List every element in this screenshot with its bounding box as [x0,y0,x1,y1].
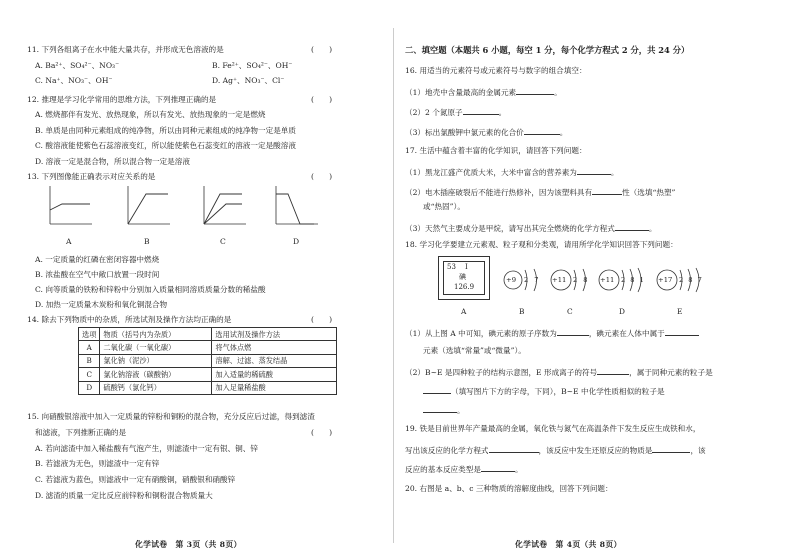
atomic-number: 53 [447,263,456,271]
q13-option-a: A. 一定质量的红磷在密闭容器中燃烧 [35,255,160,264]
figure-a-label: A [461,307,467,316]
atom-d-shells: 2 8 1 [621,276,646,284]
q13-graph-a-label: A [66,237,72,246]
q19-line-1: 19. 铁是目前世界年产量最高的金属，氧化铁与氮气在高温条件下发生反应生成铁和水， [405,424,701,433]
q14-stem: 14. 除去下列物质中的杂质，所选试剂及操作方法均正确的是 [27,315,232,324]
atom-e-shells: 2 8 7 [679,276,704,284]
q17-part-1: （1）黑龙江盛产优质大米，大米中富含的营养素为 。 [405,168,619,177]
q18-part-2-continued: （填写图片下方的字母，下同），B~E 中化学性质相似的粒子是 [423,385,665,396]
q11-option-a: A. Ba²⁺、SO₄²⁻、NO₃⁻ [35,61,120,70]
q12-stem: 12. 推理是学习化学常用的思维方法，下列推理正确的是 [27,95,217,104]
q13-graph-c-label: C [220,237,226,246]
q12-option-c: C. 酸溶液能使紫色石蕊溶液变红，所以能使紫色石蕊变红的溶液一定是酸溶液 [35,141,296,150]
table-cell: 硫酸钙（氯化钙） [100,381,212,394]
q18-part-2: （2）B~E 是四种粒子的结构示意图，E 形成离子的符号 ，属于同种元素的粒子是 [405,368,713,377]
q18-stem: 18. 学习化学要建立元素观、粒子观和分类观，请用所学化学知识回答下列问题： [405,240,678,249]
q13-option-c: C. 向等质量的铁粉和锌粉中分别加入质量相同溶质质量分数的稀盐酸 [35,285,266,294]
q17-part-2: （2）电木插座破裂后不能进行热修补，因为该塑料具有 性（选填“热塑” [405,188,676,197]
table-cell: 二氧化碳（一氧化碳） [100,341,212,354]
q15-option-c: C. 若滤液为蓝色，则滤液中一定有硝酸铜，硝酸银和硝酸锌 [35,475,236,484]
q13-graph-d-label: D [293,237,300,246]
q17-part-3: （3）天然气主要成分是甲烷，请写出其完全燃烧的化学方程式 。 [405,224,657,233]
element-symbol: I [465,263,468,271]
atomic-mass: 126.9 [454,283,475,291]
q13-graph-b-label: B [144,237,150,246]
q16-part-3: （3）标出氯酸钾中氯元素的化合价 。 [405,128,568,137]
table-header-row [79,328,337,341]
atom-d-nucleus: +11 [600,276,615,284]
table-header-cell: 选项 [79,328,100,341]
q13-option-d: D. 加热一定质量木炭粉和氧化铜混合物 [35,300,168,309]
q14-table [78,327,337,395]
table-cell: D [79,381,100,394]
atom-b-shells: 2 7 [524,276,541,284]
atom-c-nucleus: +11 [552,276,567,284]
page-4-column-lower [397,0,794,560]
table-cell: A [79,341,100,354]
q13-graph-b [120,184,172,230]
atom-c-shells: 2 8 [573,276,590,284]
q12-option-d: D. 溶液一定是混合物，所以混合物一定是溶液 [35,157,190,166]
figure-c-label: C [567,307,573,316]
table-cell: 将气体点燃 [212,341,337,354]
q16-part-1: （1）地壳中含量最高的金属元素 。 [405,88,562,97]
q11-bracket: ( ) [311,45,333,54]
q13-option-b: B. 浓盐酸在空气中敞口放置一段时间 [35,270,160,279]
q11-option-d: D. Ag⁺、NO₃⁻、Cl⁻ [212,76,285,85]
table-cell: 氯化钠（泥沙） [100,354,212,367]
figure-e-label: E [677,307,683,316]
q18-part-2-end: 。 [423,404,465,415]
q15-stem-continued: 和滤液，下列推断正确的是 [35,428,127,437]
q14-bracket: ( ) [311,315,333,324]
q16-stem: 16. 用适当的元素符号或元素符号与数字的组合填空： [405,66,587,75]
q13-bracket: ( ) [311,172,333,181]
page-3-footer: 化学试卷 第 3页（共 8页） [135,540,242,549]
figure-d-label: D [619,307,625,316]
table-row [79,354,337,367]
table-cell: C [79,368,100,381]
element-name: 碘 [459,273,466,281]
atom-e-nucleus: +17 [658,276,673,284]
table-cell: 加入适量的稀硫酸 [212,368,337,381]
q15-bracket: ( ) [311,428,333,437]
table-cell: 氯化钠溶液（碳酸钠） [100,368,212,381]
q15-option-b: B. 若滤液为无色，则滤渣中一定有锌 [35,459,160,468]
q20-stem: 20. 右图是 a、b、c 三种物质的溶解度曲线，回答下列问题： [405,484,613,493]
q15-option-a: A. 若向滤渣中加入稀盐酸有气泡产生，则滤渣中一定有银、铜、锌 [35,444,258,453]
atom-b-nucleus: +9 [506,276,517,284]
q16-part-2: （2）2 个氮原子 。 [405,108,507,117]
figure-b-label: B [519,307,525,316]
table-cell: 溶解、过滤、蒸发结晶 [212,354,337,367]
table-row [79,368,337,381]
q12-bracket: ( ) [311,95,333,104]
page-4-footer: 化学试卷 第 4页（共 8页） [515,540,622,549]
table-row [79,341,337,354]
q13-graph-c [196,184,248,230]
q13-graph-d [268,184,320,230]
q11-option-c: C. Na⁺、NO₃⁻、OH⁻ [35,76,113,85]
q12-option-b: B. 单质是由同种元素组成的纯净物，所以由同种元素组成的纯净物一定是单质 [35,126,296,135]
q13-graph-a [42,184,94,230]
section-heading: 二、填空题（本题共 6 小题，每空 1 分，每个化学方程式 2 分，共 24 分） [405,45,690,55]
q19-line-2: 写出该反应的化学方程式 ，该反应中发生还原反应的物质是 ，该 [405,446,706,455]
q18-part-1-continued: 元素（选填“常量”或“微量”）。 [423,346,526,355]
table-header-cell: 物质（括号内为杂质） [100,328,212,341]
q12-option-a: A. 燃烧都伴有发光、放热现象，所以有发光、放热现象的一定是燃烧 [35,110,266,119]
q19-line-3: 反应的基本反应类型是 。 [405,465,523,474]
q17-part-2-continued: 或“热固”）。 [423,202,465,211]
q17-stem: 17. 生活中蕴含着丰富的化学知识，请回答下列问题： [405,146,587,155]
q11-stem: 11. 下列各组离子在水中能大量共存，并形成无色溶液的是 [27,45,224,54]
table-cell: B [79,354,100,367]
q15-option-d: D. 滤渣的质量一定比反应前锌粉和铜粉混合物质量大 [35,491,213,500]
q13-stem: 13. 下列图像能正确表示对应关系的是 [27,172,156,181]
q11-option-b: B. Fe²⁺、SO₄²⁻、OH⁻ [212,61,293,70]
table-row [79,381,337,394]
table-header-cell: 选用试剂及操作方法 [212,328,337,341]
q15-stem: 15. 向硝酸银溶液中加入一定质量的锌粉和铜粉的混合物，充分反应后过滤，得到滤渣 [27,412,315,421]
q18-part-1: （1）从上图 A 中可知，碘元素的原子序数为 ，碘元素在人体中属于 [405,327,699,338]
table-cell: 加入足量稀盐酸 [212,381,337,394]
